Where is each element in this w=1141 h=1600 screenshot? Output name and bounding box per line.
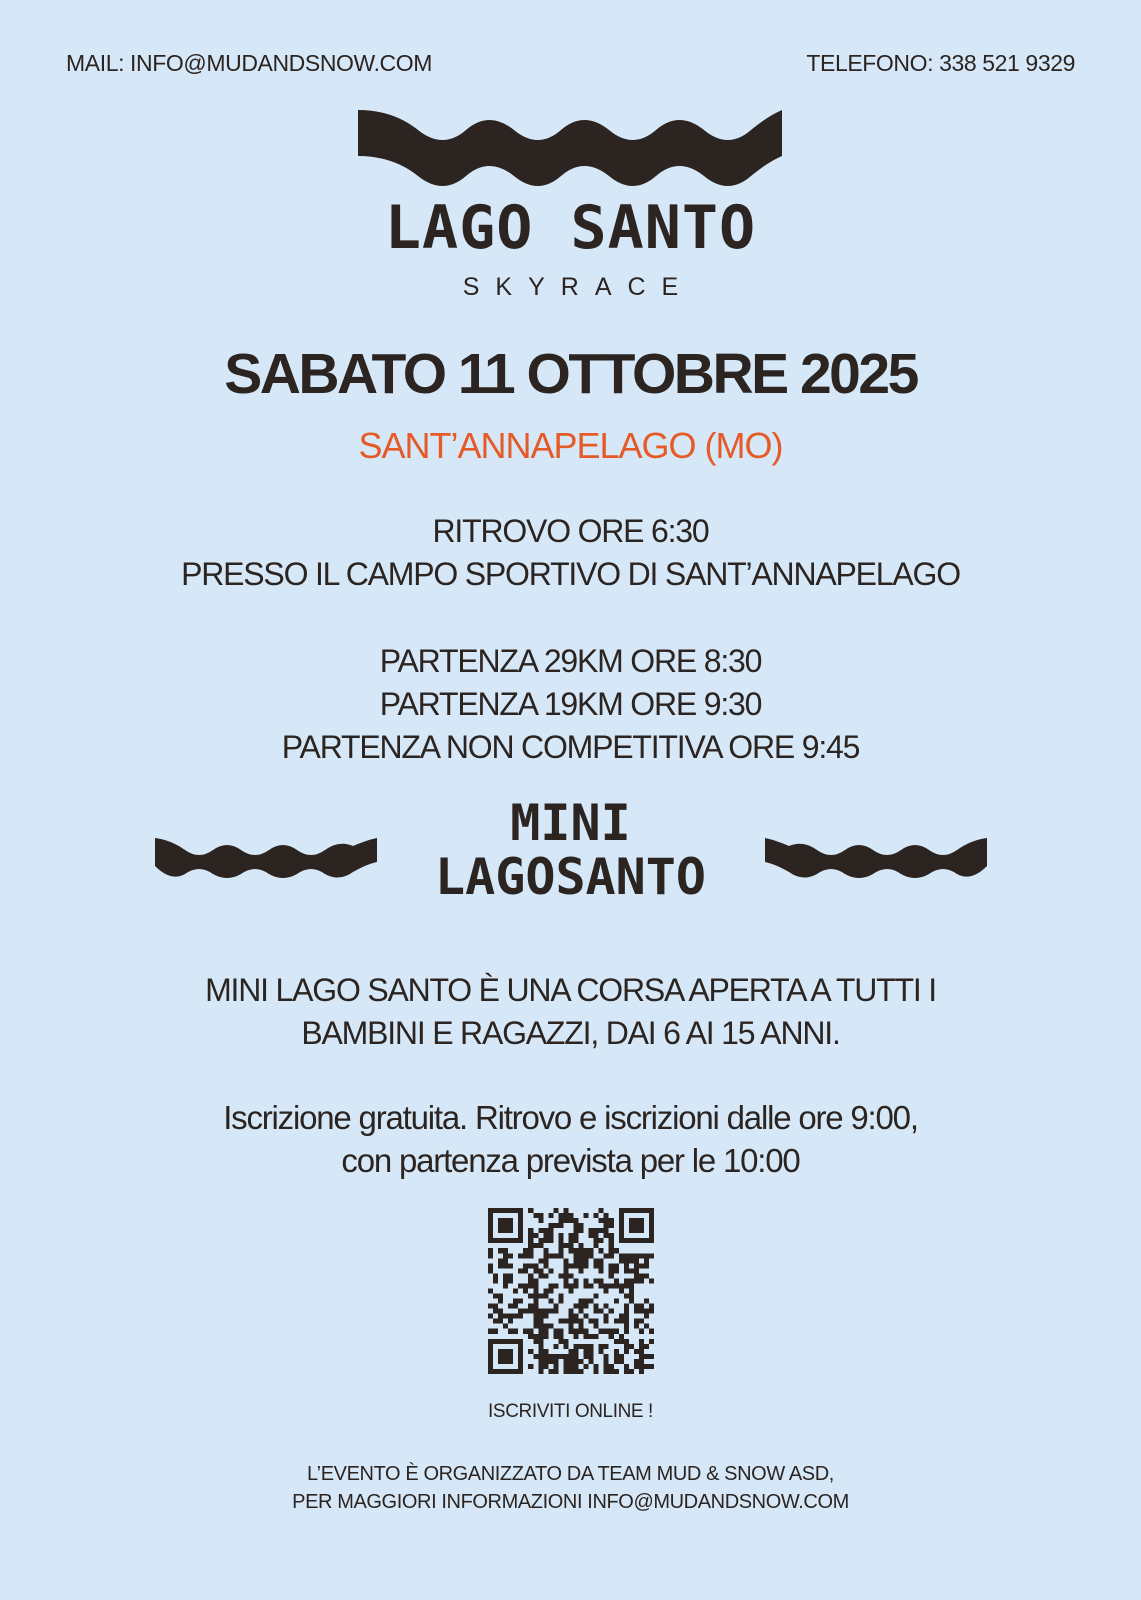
mini-title-line: MINI bbox=[510, 794, 631, 852]
mini-description-line: BAMBINI E RAGAZZI, DAI 6 AI 15 ANNI. bbox=[301, 1015, 840, 1051]
footer-line: L’EVENTO È ORGANIZZATO DA TEAM MUD & SNOW ASD, bbox=[307, 1463, 834, 1485]
qr-code-icon[interactable] bbox=[488, 1208, 654, 1374]
mini-race-title bbox=[0, 796, 1141, 904]
start-line: PARTENZA NON COMPETITIVA ORE 9:45 bbox=[281, 729, 860, 765]
mini-description bbox=[0, 969, 1141, 1055]
event-date: SABATO 11 OTTOBRE 2025 bbox=[224, 342, 917, 406]
meeting-info bbox=[0, 510, 1141, 596]
contact-phone[interactable]: TELEFONO: 338 521 9329 bbox=[806, 50, 1075, 76]
logo-wave-icon bbox=[358, 108, 782, 186]
start-times bbox=[0, 640, 1141, 769]
meeting-line: PRESSO IL CAMPO SPORTIVO DI SANT’ANNAPELAGO bbox=[181, 556, 960, 592]
register-online-link[interactable]: ISCRIVITI ONLINE ! bbox=[488, 1401, 653, 1422]
footer-line: PER MAGGIORI INFORMAZIONI INFO@MUDANDSNOW.COM bbox=[292, 1491, 849, 1513]
meeting-line: RITROVO ORE 6:30 bbox=[432, 513, 709, 549]
event-location: SANT’ANNAPELAGO (MO) bbox=[358, 425, 783, 466]
logo-subtitle: SKYRACE bbox=[462, 273, 695, 301]
start-line: PARTENZA 29KM ORE 8:30 bbox=[379, 643, 762, 679]
registration-info bbox=[0, 1096, 1141, 1182]
contact-email[interactable]: MAIL: INFO@MUDANDSNOW.COM bbox=[66, 50, 433, 76]
footer bbox=[0, 1460, 1141, 1516]
mini-title-line: LAGOSANTO bbox=[435, 848, 706, 906]
registration-line: Iscrizione gratuita. Ritrovo e iscrizioni dalle ore 9:00, bbox=[223, 1099, 918, 1136]
logo-title: LAGO SANTO bbox=[384, 193, 757, 263]
start-line: PARTENZA 19KM ORE 9:30 bbox=[379, 686, 762, 722]
mini-description-line: MINI LAGO SANTO È UNA CORSA APERTA A TUTTI I bbox=[205, 972, 936, 1008]
registration-line: con partenza prevista per le 10:00 bbox=[341, 1142, 800, 1179]
